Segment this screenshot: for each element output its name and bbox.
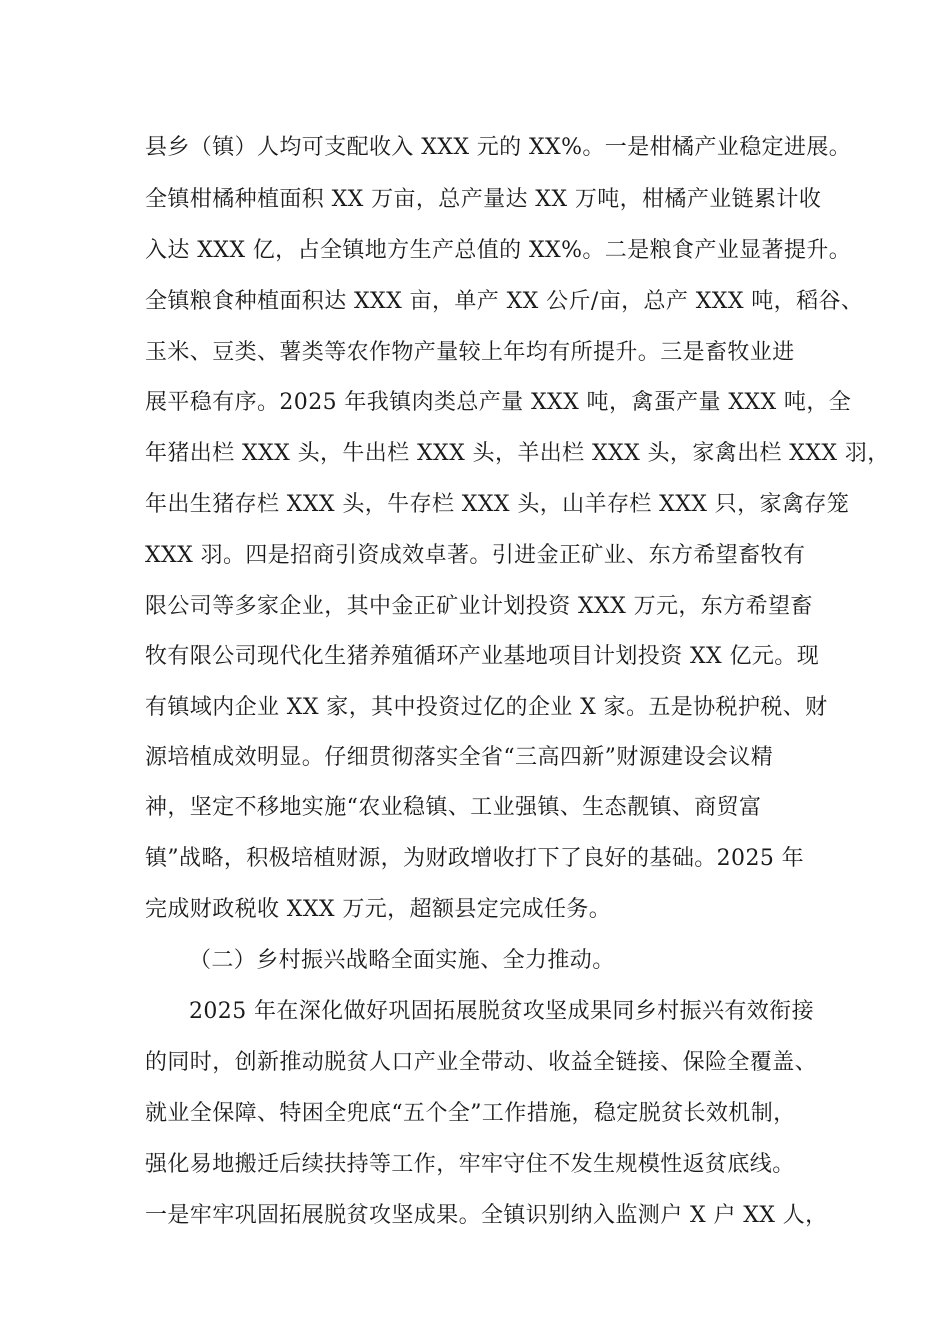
- body-text-line: 全镇柑橘种植面积 XX 万亩，总产量达 XX 万吨，柑橘产业链累计收: [145, 187, 822, 212]
- body-text-line: 玉米、豆类、薯类等农作物产量较上年均有所提升。三是畜牧业进: [145, 340, 795, 365]
- body-text-line: 牧有限公司现代化生猪养殖循环产业基地项目计划投资 XX 亿元。现: [145, 644, 820, 669]
- body-text-line: 限公司等多家企业，其中金正矿业计划投资 XXX 万元，东方希望畜: [145, 594, 813, 619]
- body-text-line: 有镇域内企业 XX 家，其中投资过亿的企业 X 家。五是协税护税、财: [145, 695, 828, 720]
- body-text-line: 全镇粮食种植面积达 XXX 亩，单产 XX 公斤/亩，总产 XXX 吨，稻谷、: [145, 289, 864, 314]
- body-text-line: 年猪出栏 XXX 头，牛出栏 XXX 头，羊出栏 XXX 头，家禽出栏 XXX 羽，: [145, 441, 890, 466]
- section-heading: （二）乡村振兴战略全面实施、全力推动。: [189, 948, 615, 973]
- body-text-line: 入达 XXX 亿，占全镇地方生产总值的 XX%。二是粮食产业显著提升。: [145, 238, 852, 263]
- body-text-line: 就业全保障、特困全兜底“五个全”工作措施，稳定脱贫长效机制，: [145, 1101, 796, 1126]
- body-text-line: 强化易地搬迁后续扶持等工作，牢牢守住不发生规模性返贫底线。: [145, 1152, 795, 1177]
- body-text-line: 完成财政税收 XXX 万元，超额县定完成任务。: [145, 897, 612, 922]
- body-text-line: 展平稳有序。2025 年我镇肉类总产量 XXX 吨，禽蛋产量 XXX 吨，全: [145, 390, 852, 415]
- body-text-line: 年出生猪存栏 XXX 头，牛存栏 XXX 头，山羊存栏 XXX 只，家禽存笼: [145, 492, 850, 517]
- body-text-line: 源培植成效明显。仔细贯彻落实全省“三高四新”财源建设会议精: [145, 745, 774, 770]
- body-text-line: 的同时，创新推动脱贫人口产业全带动、收益全链接、保险全覆盖、: [145, 1050, 818, 1075]
- body-text-line: 2025 年在深化做好巩固拓展脱贫攻坚成果同乡村振兴有效衔接: [189, 999, 814, 1024]
- body-text-line: 一是牢牢巩固拓展脱贫攻坚成果。全镇识别纳入监测户 X 户 XX 人，: [145, 1203, 828, 1228]
- body-text-line: XXX 羽。四是招商引资成效卓著。引进金正矿业、东方希望畜牧有: [145, 543, 806, 568]
- body-text-line: 神，坚定不移地实施“农业稳镇、工业强镇、生态靓镇、商贸富: [145, 795, 762, 820]
- body-text-line: 县乡（镇）人均可支配收入 XXX 元的 XX%。一是柑橘产业稳定进展。: [145, 135, 852, 160]
- body-text-line: 镇”战略，积极培植财源，为财政增收打下了良好的基础。2025 年: [145, 846, 805, 871]
